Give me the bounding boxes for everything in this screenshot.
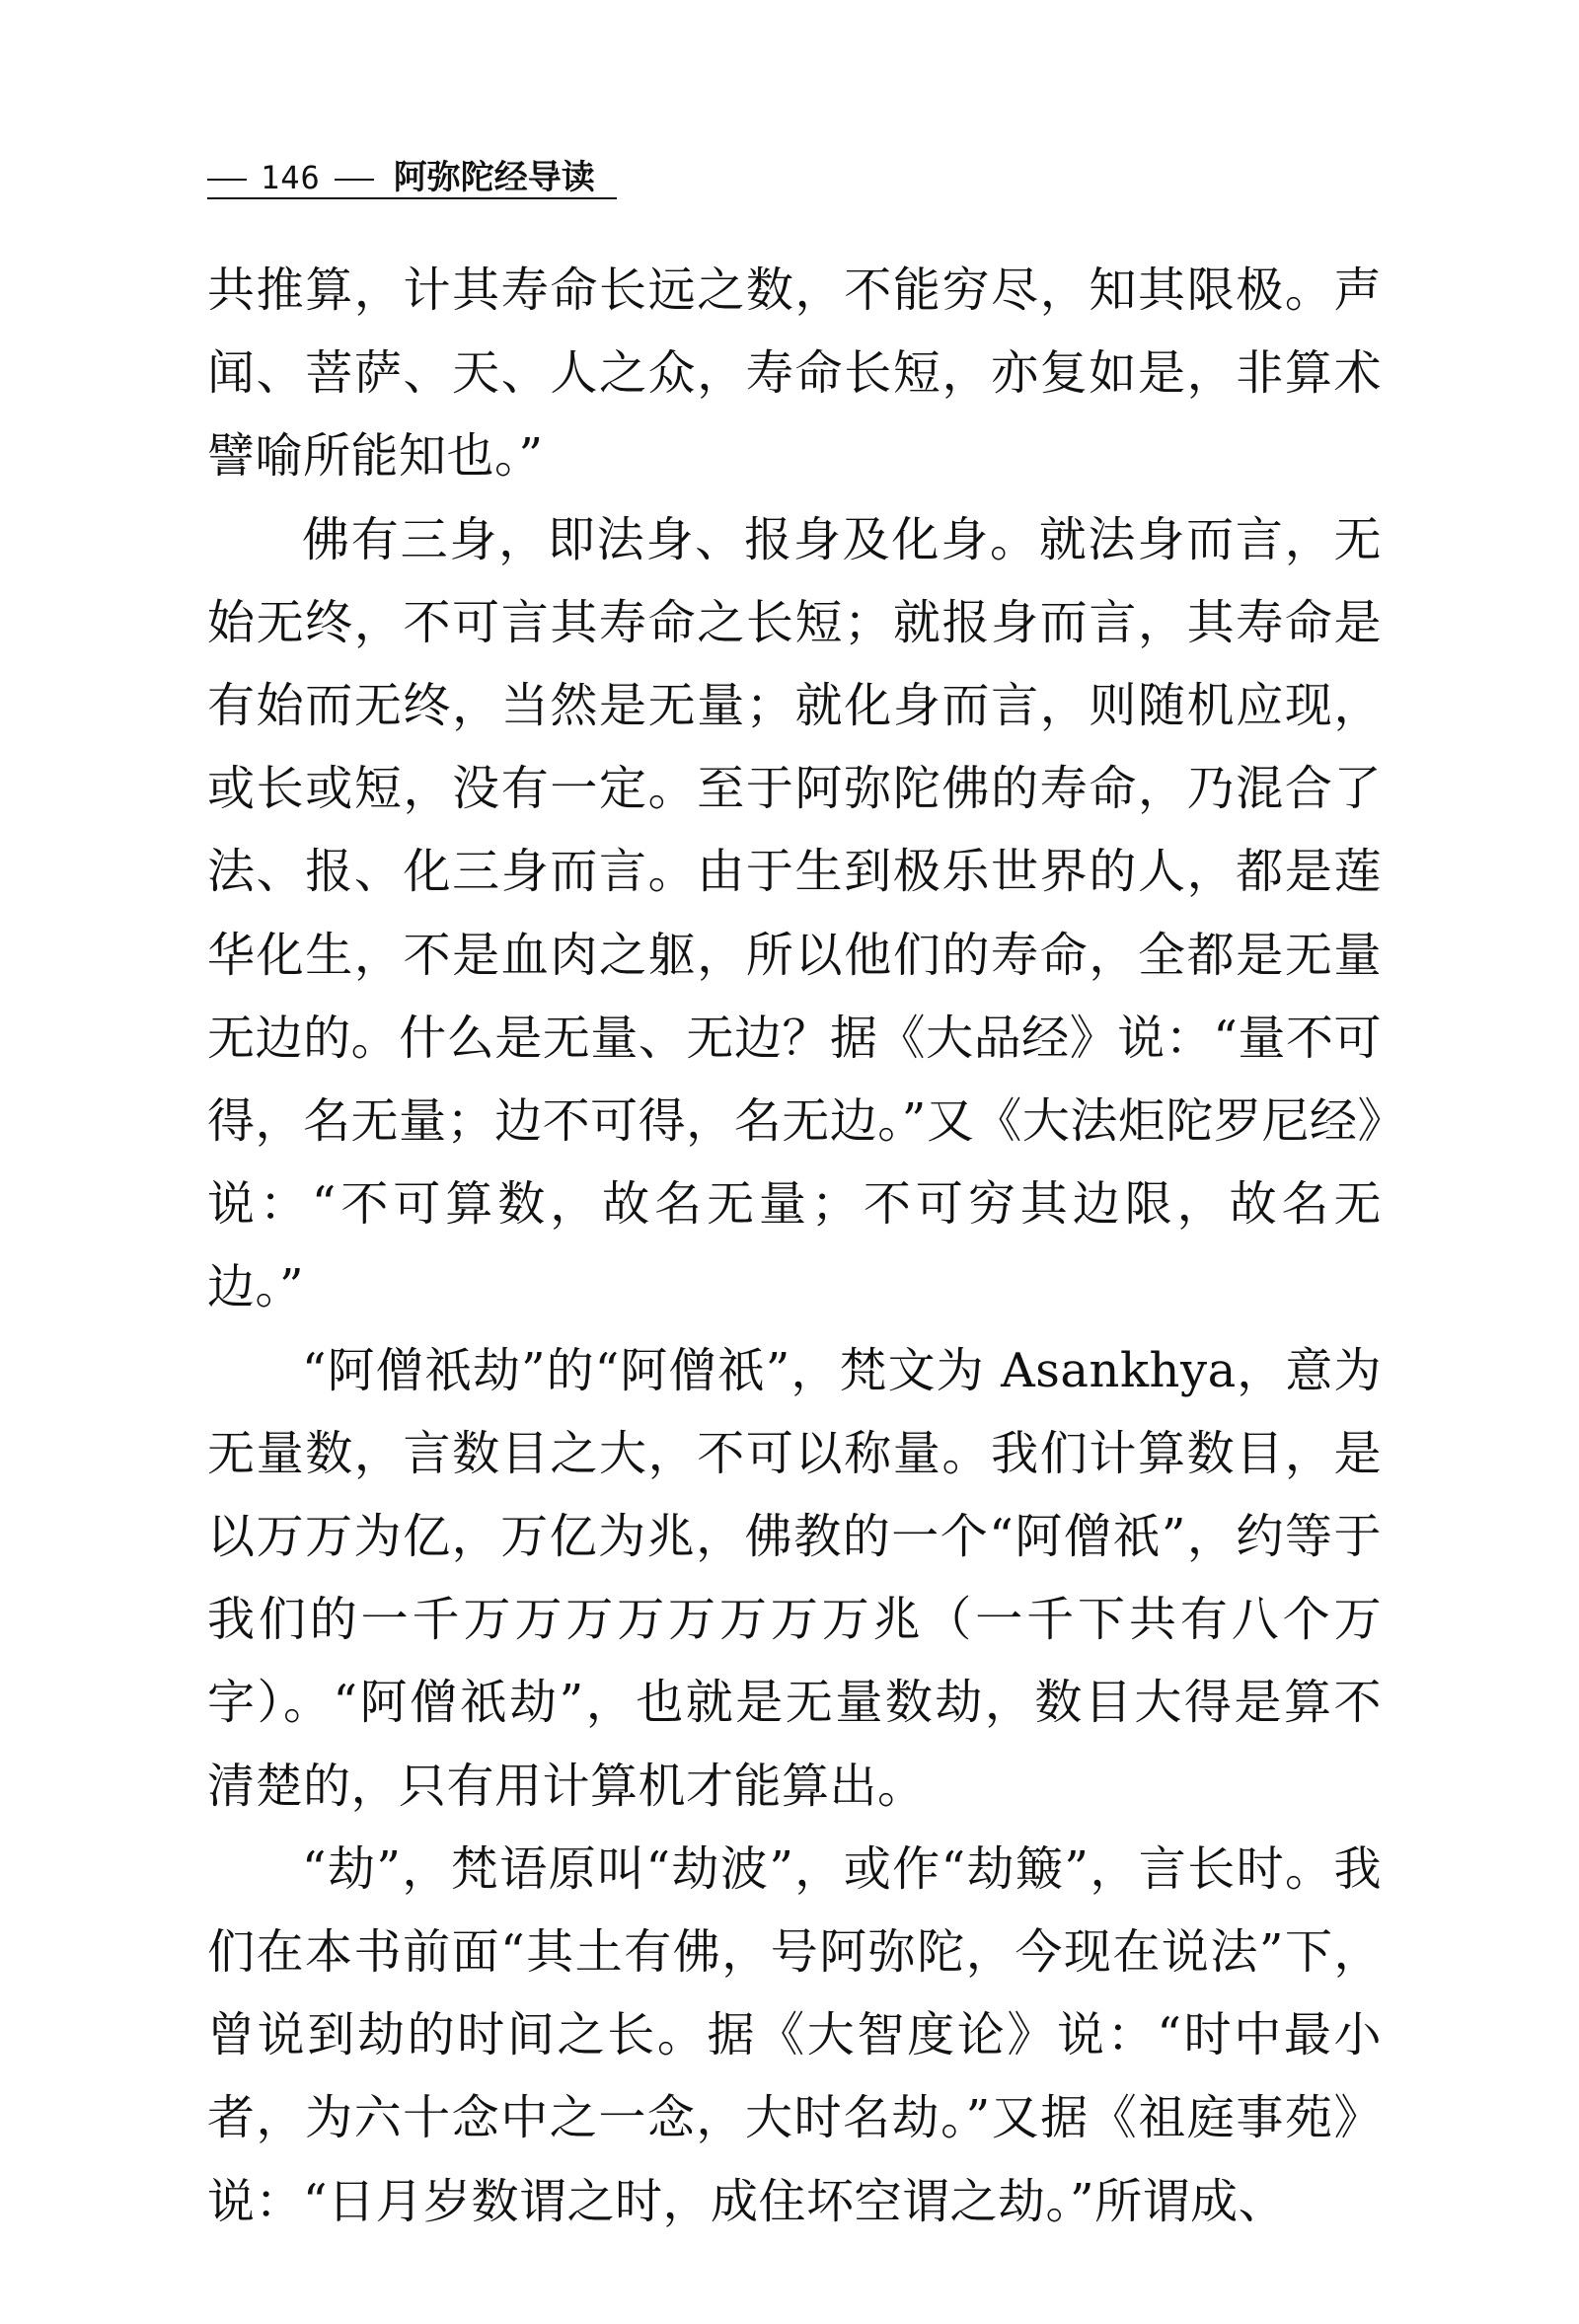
header-dash-right: [335, 179, 374, 181]
paragraph-kalpa: “劫”，梵语原叫“劫波”，或作“劫簸”，言长时。我们在本书前面“其土有佛，号阿弥陀，今现在说法”下，曾说到劫的时间之长。据《大智度论》说：“时中最小者，为六十念中之一念，大时名劫。”又据《祖庭事苑》说：“日月岁数谓之时，成住坏空谓之劫。”所谓成、: [207, 1840, 1382, 2229]
book-title: 阿弥陀经导读: [393, 158, 595, 197]
paragraph-asankhya: “阿僧祇劫”的“阿僧祇”，梵文为 Asankhya，意为无量数，言数目之大，不可以称量。我们计算数目，是以万万为亿，万亿为兆，佛教的一个“阿僧祇”，约等于我们的一千万万万万万万万万兆（一千下共有八个万字）。“阿僧祇劫”，也就是无量数劫，数目大得是算不清楚的，只有用计算机才能算出。: [207, 1342, 1382, 1814]
paragraph-three-bodies: 佛有三身，即法身、报身及化身。就法身而言，无始无终，不可言其寿命之长短；就报身而言，其寿命是有始而无终，当然是无量；就化身而言，则随机应现，或长或短，没有一定。至于阿弥陀佛的寿命，乃混合了法、报、化三身而言。由于生到极乐世界的人，都是莲华化生，不是血肉之躯，所以他们的寿命，全都是无量无边的。什么是无量、无边？据《大品经》说：“量不可得，名无量；边不可得，名无边。”又《大法炬陀罗尼经》说：“不可算数，故名无量；不可穷其边限，故名无边。”: [207, 511, 1382, 1315]
header-underline: [207, 197, 617, 199]
paragraph-continued: 共推算，计其寿命长远之数，不能穷尽，知其限极。声闻、菩萨、天、人之众，寿命长短，亦复如是，非算术譬喻所能知也。”: [207, 262, 1382, 485]
body-text: [207, 249, 1382, 2243]
page-number: 146: [261, 159, 321, 196]
header-dash-left: [207, 179, 247, 181]
